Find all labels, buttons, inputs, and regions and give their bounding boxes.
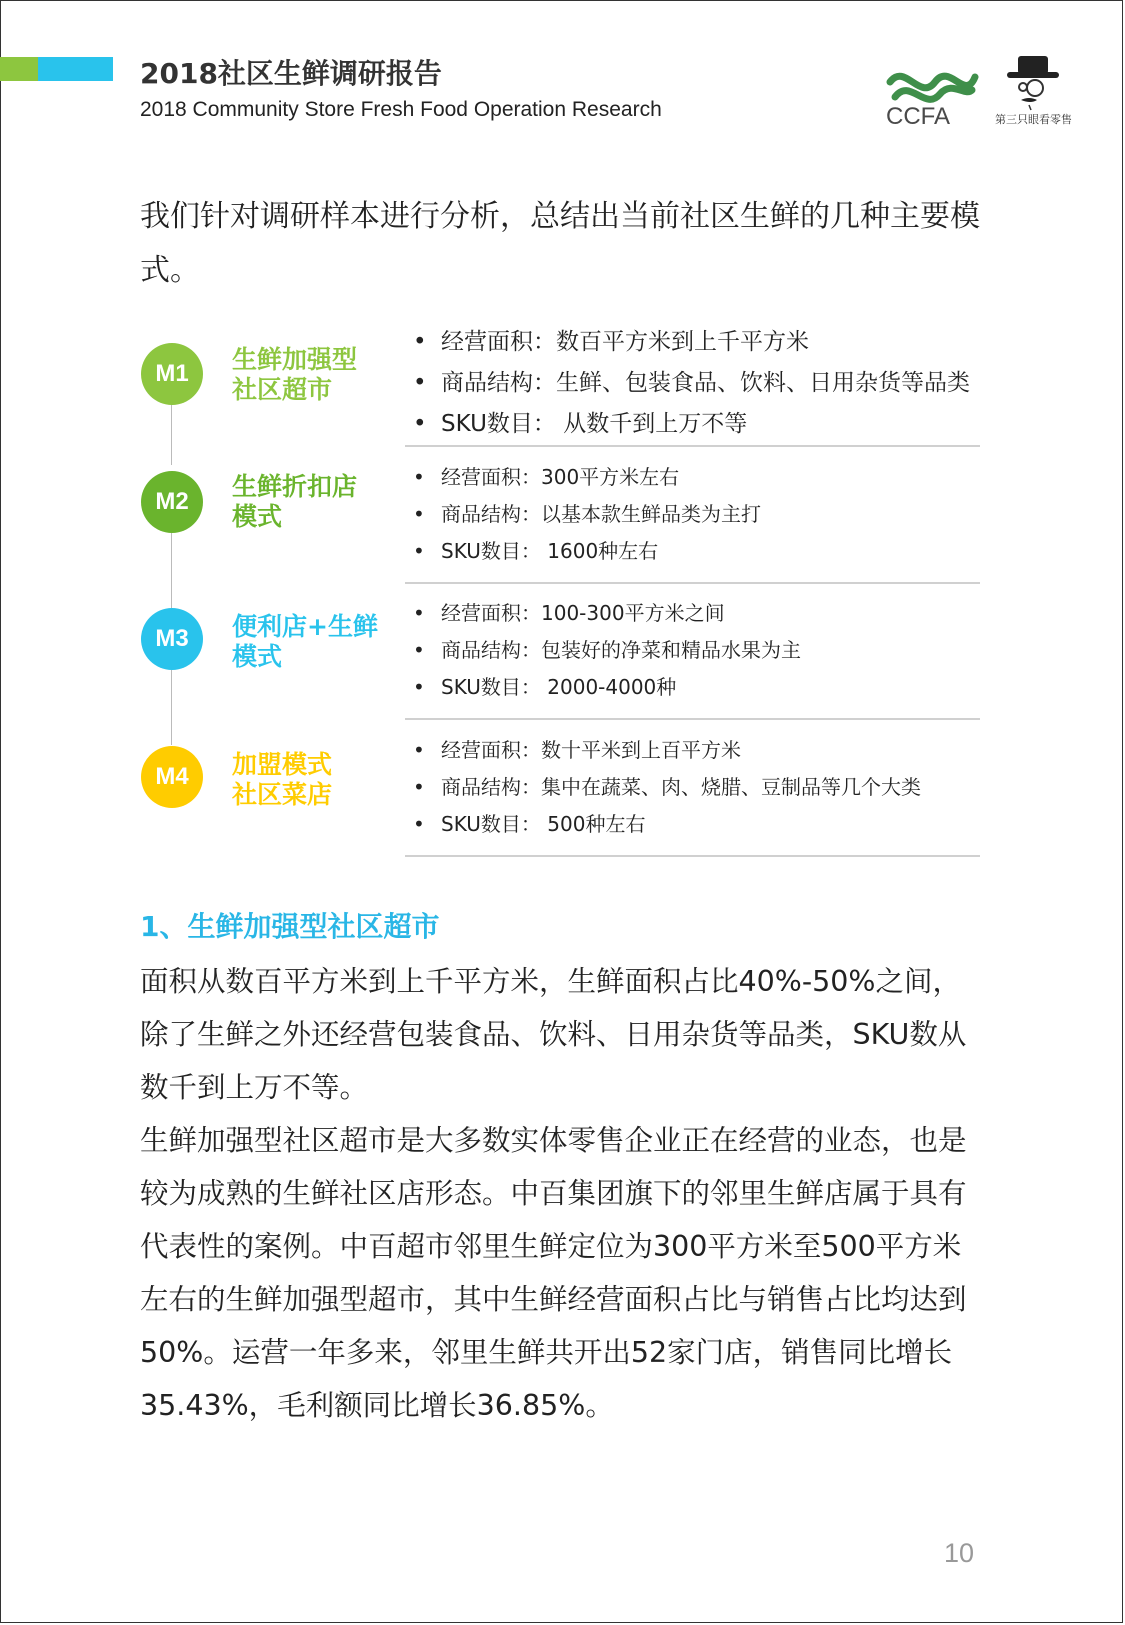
bullet-icon: •: [413, 638, 425, 662]
mode-features-m4: [405, 735, 980, 846]
feature-item: • SKU数目： 从数千到上万不等: [413, 411, 748, 437]
section-divider: [405, 855, 980, 857]
mode-name-m4: [232, 750, 332, 810]
mode-badge-m2: M2: [141, 471, 203, 533]
body-paragraph: 生鲜加强型社区超市是大多数实体零售企业正在经营的业态，也是较为成熟的生鲜社区店形态。中百集团旗下的邻里生鲜店属于具有代表性的案例。中百超市邻里生鲜定位为300平方米至500平方米左右的生鲜加强型超市，其中生鲜经营面积占比与销售占比均达到50%。运营一年多来，邻里生鲜共开出52家门店，销售同比增长 35.43%，毛利额同比增长36.85%。: [140, 1124, 967, 1422]
mode-name-line: 生鲜折扣店: [232, 472, 358, 501]
mode-features-m3: [405, 598, 980, 709]
mode-badge-m1: M1: [141, 343, 203, 405]
mode-name-m2: [232, 472, 357, 532]
header-accent-blue: [38, 57, 113, 81]
section-heading: 1、生鲜加强型社区超市: [140, 910, 440, 943]
report-title-en: 2018 Community Store Fresh Food Operation Research: [140, 98, 662, 121]
bullet-icon: •: [413, 465, 425, 489]
section-body: [140, 955, 985, 1432]
ccfa-logo-text: CCFA: [886, 103, 951, 130]
bullet-icon: •: [413, 738, 425, 762]
feature-item: • 商品结构：包装好的净菜和精品水果为主: [405, 635, 980, 672]
mode-name-line: 模式: [232, 642, 283, 671]
feature-item: • 商品结构：集中在蔬菜、肉、烧腊、豆制品等几个大类: [405, 772, 980, 809]
mode-name-line: 模式: [232, 502, 283, 531]
mascot-logo-text: 第三只眼看零售: [995, 113, 1072, 126]
mode-name-line: 社区超市: [232, 375, 333, 404]
bullet-icon: •: [413, 812, 425, 836]
feature-item: • 经营面积：数十平米到上百平方米: [405, 735, 980, 772]
mode-name-line: 便利店+生鲜: [232, 612, 378, 641]
intro-paragraph: 我们针对调研样本进行分析，总结出当前社区生鲜的几种主要模式。: [140, 199, 980, 288]
timeline-connector: [171, 670, 172, 745]
bullet-icon: •: [413, 502, 425, 526]
bullet-icon: •: [413, 539, 425, 563]
bullet-icon: •: [413, 775, 425, 799]
mode-badge-m4: M4: [141, 746, 203, 808]
bullet-icon: •: [413, 601, 425, 625]
section-divider: [405, 718, 980, 720]
mode-features-m2: [405, 462, 980, 573]
ccfa-logo: [880, 52, 980, 132]
report-title-cn: 2018社区生鲜调研报告: [140, 57, 442, 90]
mode-name-line: 社区菜店: [232, 780, 333, 809]
feature-item: • SKU数目： 1600种左右: [405, 536, 980, 573]
section-divider: [405, 582, 980, 584]
feature-item: • 商品结构：生鲜、包装食品、饮料、日用杂货等品类: [413, 370, 970, 396]
mode-features-m1: [405, 327, 980, 450]
timeline-connector: [171, 405, 172, 465]
body-paragraph: 面积从数百平方米到上千平方米，生鲜面积占比40%-50%之间，除了生鲜之外还经营包装食品、饮料、日用杂货等品类，SKU数从数千到上万不等。: [140, 965, 967, 1104]
timeline-connector: [171, 533, 172, 608]
bullet-icon: •: [413, 370, 427, 396]
mode-name-line: 生鲜加强型: [232, 345, 358, 374]
mode-name-m3: [232, 612, 378, 672]
mode-name-line: 加盟模式: [232, 750, 333, 779]
feature-item: • SKU数目： 2000-4000种: [405, 672, 980, 709]
mode-badge-m3: M3: [141, 608, 203, 670]
feature-item: • SKU数目： 500种左右: [405, 809, 980, 846]
bullet-icon: •: [413, 329, 427, 355]
bullet-icon: •: [413, 411, 427, 437]
bullet-icon: •: [413, 675, 425, 699]
header-accent-green: [0, 57, 38, 81]
section-divider: [405, 445, 980, 447]
feature-item: • 经营面积：300平方米左右: [405, 462, 980, 499]
page-number: 10: [944, 1538, 975, 1568]
feature-item: • 经营面积：数百平方米到上千平方米: [413, 329, 809, 355]
mode-name-m1: [232, 345, 357, 405]
feature-item: • 经营面积：100-300平方米之间: [405, 598, 980, 635]
feature-item: • 商品结构：以基本款生鲜品类为主打: [405, 499, 980, 536]
